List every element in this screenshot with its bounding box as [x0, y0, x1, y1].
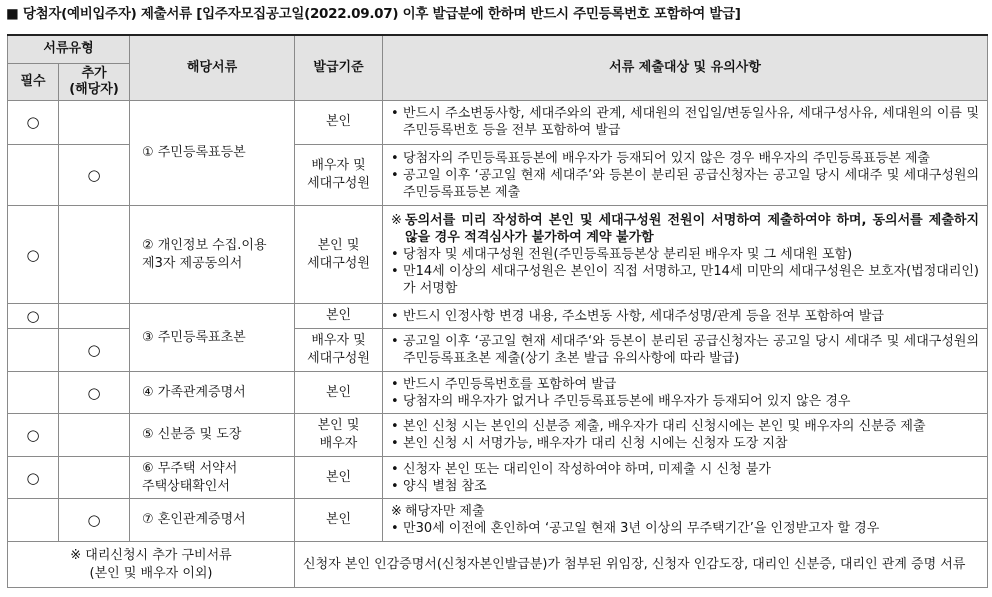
note-item: • 만14세 이상의 세대구성원은 본인이 직접 서명하고, 만14세 미만의 세대구성원은 보호자(법정대리인)가 서명함	[391, 263, 979, 297]
required-mark	[8, 329, 59, 372]
table-row	[8, 499, 988, 542]
header-notes: 서류 제출대상 및 유의사항	[383, 35, 988, 100]
additional-mark: ○	[59, 329, 130, 372]
table-row	[8, 304, 988, 329]
issuance-basis: 배우자 및 세대구성원	[295, 329, 383, 372]
required-mark	[8, 145, 59, 206]
notes-cell	[383, 329, 988, 372]
issuance-basis: 본인 및 세대구성원	[295, 206, 383, 304]
notes-cell	[383, 499, 988, 542]
additional-mark	[59, 414, 130, 457]
note-item: • 당첨자의 주민등록표등본에 배우자가 등재되어 있지 않은 경우 배우자의 주민등록표등본 제출	[391, 150, 979, 167]
table-row	[8, 456, 988, 499]
additional-mark: ○	[59, 499, 130, 542]
footer-row	[8, 542, 988, 588]
required-mark: ○	[8, 304, 59, 329]
document-name: ⑦ 혼인관계증명서	[130, 499, 295, 542]
required-mark	[8, 371, 59, 414]
issuance-basis: 본인	[295, 304, 383, 329]
note-item: • 양식 별첨 참조	[391, 478, 979, 495]
notes-cell	[383, 371, 988, 414]
note-item: ※ 동의서를 미리 작성하여 본인 및 세대구성원 전원이 서명하여 제출하여야 하며, 동의서를 제출하지 않을 경우 적격심사가 불가하여 계약 불가함	[391, 212, 979, 246]
note-item: • 반드시 주민등록번호를 포함하여 발급	[391, 376, 979, 393]
notes-list	[391, 333, 979, 367]
additional-mark	[59, 456, 130, 499]
table-row	[8, 414, 988, 457]
note-item: • 당첨자의 배우자가 없거나 주민등록표등본에 배우자가 등재되어 있지 않은 경우	[391, 393, 979, 410]
notes-cell	[383, 414, 988, 457]
issuance-basis: 본인 및 배우자	[295, 414, 383, 457]
notes-cell	[383, 304, 988, 329]
issuance-basis: 본인	[295, 371, 383, 414]
required-mark: ○	[8, 456, 59, 499]
document-name: ⑤ 신분증 및 도장	[130, 414, 295, 457]
header-document: 해당서류	[130, 35, 295, 100]
document-name: ④ 가족관계증명서	[130, 371, 295, 414]
required-mark	[8, 499, 59, 542]
table-row	[8, 206, 988, 304]
notes-list	[391, 308, 979, 325]
note-item: • 신청자 본인 또는 대리인이 작성하여야 하며, 미제출 시 신청 불가	[391, 461, 979, 478]
note-item: • 만30세 이전에 혼인하여 ‘공고일 현재 3년 이상의 무주택기간’을 인정받고자 할 경우	[391, 520, 979, 537]
header-type-group: 서류유형	[8, 35, 130, 63]
additional-mark: ○	[59, 145, 130, 206]
footer-text: 신청자 본인 인감증명서(신청자본인발급분)가 첨부된 위임장, 신청자 인감도장, 대리인 신분증, 대리인 관계 증명 서류	[295, 542, 988, 588]
document-name: ② 개인정보 수집.이용 제3자 제공동의서	[130, 206, 295, 304]
issuance-basis: 배우자 및 세대구성원	[295, 145, 383, 206]
document-name: ⑥ 무주택 서약서 주택상태확인서	[130, 456, 295, 499]
footer-label: ※ 대리신청시 추가 구비서류 (본인 및 배우자 이외)	[8, 542, 295, 588]
note-item: • 당첨자 및 세대구성원 전원(주민등록표등본상 분리된 배우자 및 그 세대원 포함)	[391, 246, 979, 263]
required-mark: ○	[8, 100, 59, 145]
notes-list	[391, 212, 979, 297]
additional-mark: ○	[59, 371, 130, 414]
note-item: • 반드시 인정사항 변경 내용, 주소변동 사항, 세대주성명/관계 등을 전부 포함하여 발급	[391, 308, 979, 325]
notes-cell	[383, 456, 988, 499]
additional-mark	[59, 304, 130, 329]
required-mark: ○	[8, 414, 59, 457]
header-basis: 발급기준	[295, 35, 383, 100]
table-body	[8, 100, 988, 542]
header-required: 필수	[8, 63, 59, 100]
notes-list	[391, 376, 979, 410]
section-heading: ■ 당첨자(예비입주자) 제출서류 [입주자모집공고일(2022.09.07) 이후 발급분에 한하며 반드시 주민등록번호 포함하여 발급]	[6, 6, 741, 22]
note-item: • 본인 신청 시 서명가능, 배우자가 대리 신청 시에는 신청자 도장 지참	[391, 435, 979, 452]
note-item: • 본인 신청 시는 본인의 신분증 제출, 배우자가 대리 신청시에는 본인 및 배우자의 신분증 제출	[391, 418, 979, 435]
document-name: ③ 주민등록표초본	[130, 304, 295, 372]
required-mark: ○	[8, 206, 59, 304]
notes-cell	[383, 206, 988, 304]
table-row	[8, 100, 988, 145]
issuance-basis: 본인	[295, 456, 383, 499]
issuance-basis: 본인	[295, 100, 383, 145]
additional-mark	[59, 100, 130, 145]
additional-mark	[59, 206, 130, 304]
note-item: • 공고일 이후 ‘공고일 현재 세대주’와 등본이 분리된 공급신청자는 공고일 당시 세대주 및 세대구성원의 주민등록표등본 제출	[391, 167, 979, 201]
notes-list	[391, 105, 979, 139]
notes-cell	[383, 100, 988, 145]
notes-list	[391, 503, 979, 537]
note-item: ※ 해당자만 제출	[391, 503, 979, 520]
notes-cell	[383, 145, 988, 206]
table-row	[8, 371, 988, 414]
notes-list	[391, 461, 979, 495]
header-additional: 추가 (해당자)	[59, 63, 130, 100]
document-name: ① 주민등록표등본	[130, 100, 295, 206]
note-item: • 공고일 이후 ‘공고일 현재 세대주‘와 등본이 분리된 공급신청자는 공고일 당시 세대주 및 세대구성원의 주민등록표초본 제출(상기 초본 발급 유의사항에 따라 발급)	[391, 333, 979, 367]
issuance-basis: 본인	[295, 499, 383, 542]
notes-list	[391, 150, 979, 201]
note-item: • 반드시 주소변동사항, 세대주와의 관계, 세대원의 전입일/변동일사유, 세대구성사유, 세대원의 이름 및 주민등록번호 등을 전부 포함하여 발급	[391, 105, 979, 139]
submission-documents-table	[7, 34, 988, 588]
notes-list	[391, 418, 979, 452]
